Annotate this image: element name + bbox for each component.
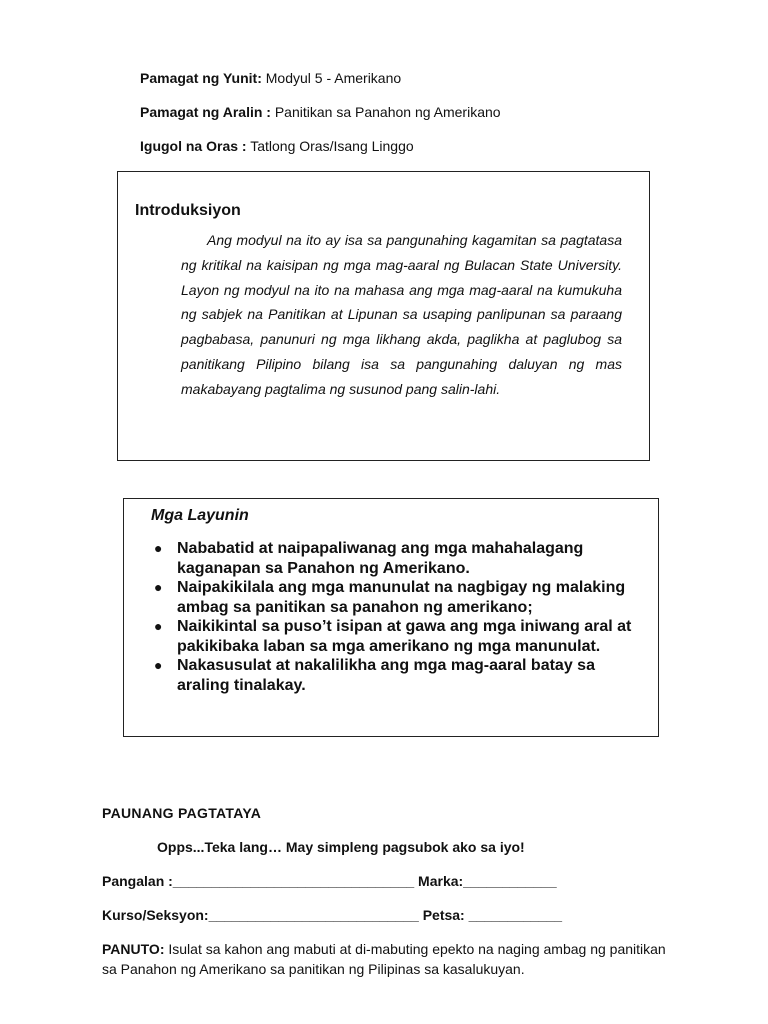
objectives-box <box>123 498 659 737</box>
lesson-title-value: Panitikan sa Panahon ng Amerikano <box>274 104 501 120</box>
objective-item <box>154 617 644 656</box>
pretest-title: PAUNANG PAGTATAYA <box>102 805 262 821</box>
objective-text: Naipakikilala ang mga manunulat na nagbigay ng malaking ambag sa panitikan sa panahon ng amerikano; <box>177 579 626 616</box>
objective-text: Naikikintal sa puso’t isipan at gawa ang mga iniwang aral at pakikibaka laban sa mga amerikano ng mga manunulat. <box>177 618 632 655</box>
unit-title-value: Modyul 5 - Amerikano <box>265 70 402 86</box>
name-score-field: Pangalan :_______________________________ Marka:____________ <box>102 873 557 889</box>
bullet-icon: ● <box>154 618 163 634</box>
objective-item <box>154 539 644 578</box>
directions-text: Isulat sa kahon ang mabuti at di-mabuting epekto na naging ambag ng panitikan sa Panahon ng Amerikano sa panitikan ng Pilipinas sa kasalukuyan. <box>102 941 666 977</box>
objective-text: Nababatid at naipapaliwanag ang mga mahahalagang kaganapan sa Panahon ng Amerikano. <box>177 540 584 577</box>
directions-paragraph <box>102 939 668 979</box>
objectives-list <box>154 539 644 695</box>
introduction-title: Introduksiyon <box>135 202 241 219</box>
pretest-subtitle: Opps...Teka lang… May simpleng pagsubok ako sa iyo! <box>157 839 525 855</box>
unit-title-label: Pamagat ng Yunit: <box>140 70 262 86</box>
time-allotment-label: Igugol na Oras : <box>140 138 247 154</box>
bullet-icon: ● <box>154 657 163 673</box>
objective-text: Nakasusulat at nakalilikha ang mga mag-aaral batay sa araling tinalakay. <box>177 657 595 694</box>
lesson-title-line <box>140 104 501 120</box>
unit-title-line <box>140 70 401 86</box>
objectives-title: Mga Layunin <box>151 507 249 524</box>
lesson-title-label: Pamagat ng Aralin : <box>140 104 271 120</box>
time-allotment-line <box>140 138 414 154</box>
directions-label: PANUTO: <box>102 941 165 957</box>
introduction-box <box>117 171 650 461</box>
bullet-icon: ● <box>154 540 163 556</box>
objective-item <box>154 578 644 617</box>
bullet-icon: ● <box>154 579 163 595</box>
time-allotment-value: Tatlong Oras/Isang Linggo <box>250 138 414 154</box>
introduction-body: Ang modyul na ito ay isa sa pangunahing kagamitan sa pagtatasa ng kritikal na kaisipan ng mga mag-aaral ng Bulacan State University. Layon ng modyul na ito na mahasa ang mga mag-aaral na kumukuha ng sabjek na Panitikan at Lipunan sa usaping panlipunan sa paraang pagbabasa, panunuri ng mga likhang akda, paglikha at paglubog sa panitikang Pilipino bilang isa sa pangunahing daluyan ng mas makabayang pagtalima ng susunod pang salin-lahi. <box>181 232 622 397</box>
objective-item <box>154 656 644 695</box>
course-date-field: Kurso/Seksyon:___________________________ Petsa: ____________ <box>102 907 563 923</box>
